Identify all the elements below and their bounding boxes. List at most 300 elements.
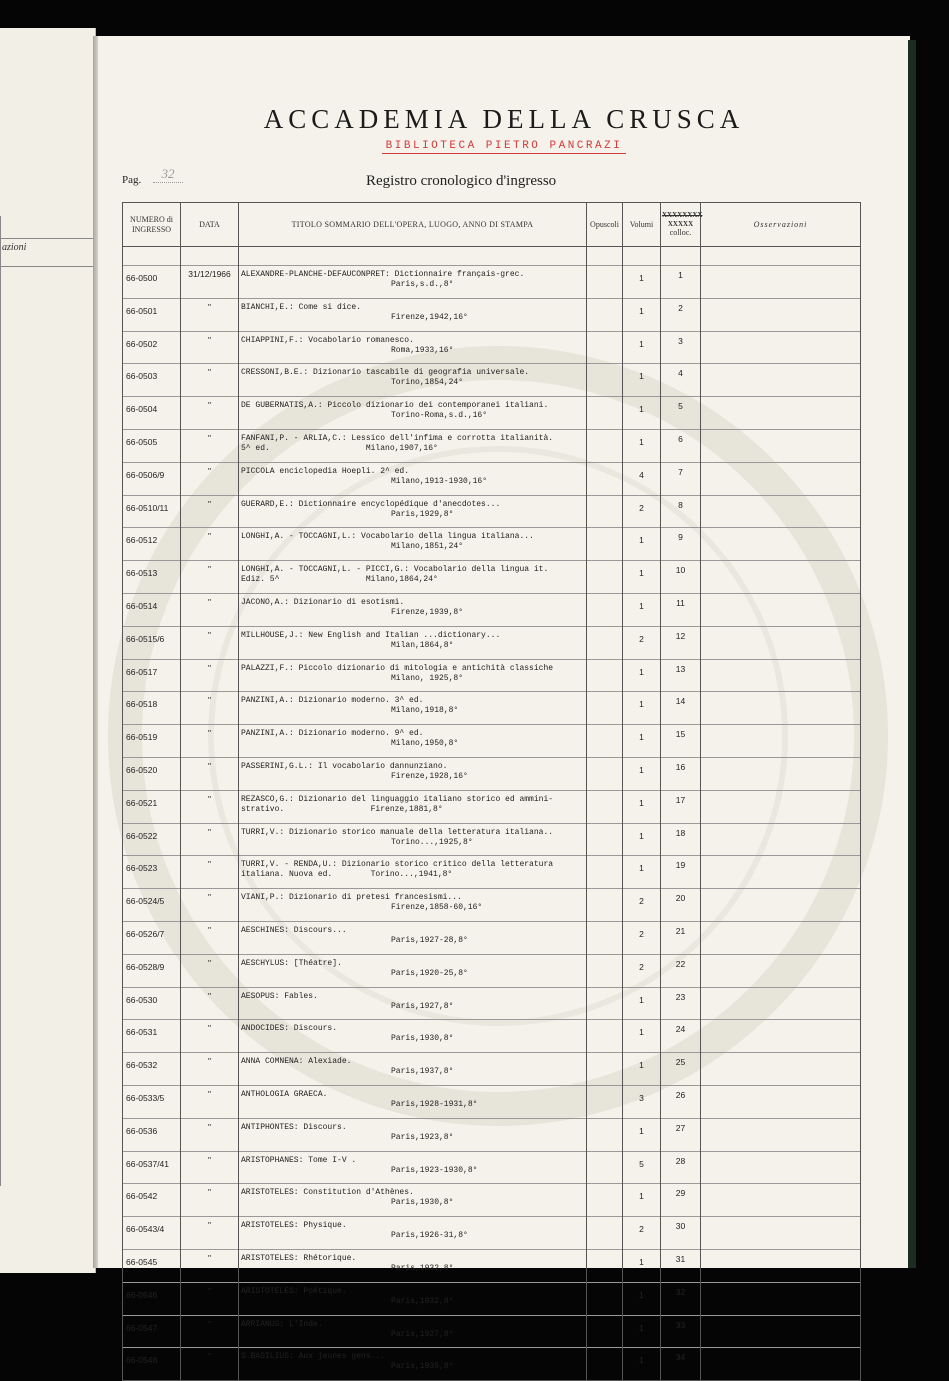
- cell-colloc: 7: [661, 462, 701, 495]
- cell-opuscoli: [587, 1151, 623, 1184]
- cell-opuscoli: [587, 1085, 623, 1118]
- cell-volumi: 1: [623, 397, 661, 430]
- page-number: 32: [153, 166, 183, 183]
- cell-number: 66-0530: [123, 987, 181, 1020]
- cell-osservazioni: [701, 1348, 861, 1381]
- title-line-1: GUERARD,E.: Dictionnaire encyclopédique d'anecdotes...: [241, 499, 501, 509]
- cell-volumi: 1: [623, 692, 661, 725]
- cell-number: 66-0532: [123, 1053, 181, 1086]
- cell-date: ": [181, 1151, 239, 1184]
- table-row: [123, 1053, 861, 1086]
- header-colloc: [661, 203, 701, 247]
- cell-opuscoli: [587, 1184, 623, 1217]
- header-volumi: Volumi: [623, 203, 661, 247]
- title-line-2: 5^ ed. Milano,1907,16°: [241, 443, 438, 453]
- table-row: [123, 954, 861, 987]
- cell-opuscoli: [587, 528, 623, 561]
- cell-colloc: 15: [661, 725, 701, 758]
- cell-title: [239, 462, 587, 495]
- cell-osservazioni: [701, 1315, 861, 1348]
- cell-opuscoli: [587, 364, 623, 397]
- cell-date: ": [181, 1184, 239, 1217]
- title-line-2: Milano,1918,8°: [391, 706, 459, 716]
- cell-colloc: 28: [661, 1151, 701, 1184]
- cell-date: ": [181, 889, 239, 922]
- title-line-1: VIANI,P.: Dizionario di pretesi francesismi...: [241, 893, 462, 903]
- title-line-2: Milano,1950,8°: [391, 739, 459, 749]
- cell-volumi: 1: [623, 266, 661, 299]
- title-line-1: CRESSONI,B.E.: Dizionario tascabile di geografia universale.: [241, 368, 530, 378]
- cell-colloc: 26: [661, 1085, 701, 1118]
- table-row: [123, 889, 861, 922]
- cell-osservazioni: [701, 528, 861, 561]
- title-line-1: TURRI,V. - RENDA,U.: Dizionario storico critico della letteratura: [241, 860, 554, 870]
- table-row: [123, 397, 861, 430]
- title-line-1: ANTHOLOGIA GRAECA.: [241, 1089, 328, 1099]
- cell-date: ": [181, 1053, 239, 1086]
- title-line-1: ALEXANDRE-PLANCHE-DEFAUCONPRET: Dictionnaire français-grec.: [241, 270, 525, 279]
- table-row: [123, 987, 861, 1020]
- title-line-2: Torino,1854,24°: [391, 378, 464, 388]
- title-line-2: Firenze,1939,8°: [391, 607, 464, 617]
- title-line-2: Roma,1933,16°: [391, 345, 454, 355]
- title-line-2: Milano,1851,24°: [391, 542, 464, 552]
- cell-date: ": [181, 364, 239, 397]
- title-line-1: PICCOLA enciclopedia Hoepli. 2^ ed.: [241, 466, 410, 476]
- cell-number: 66-0531: [123, 1020, 181, 1053]
- cell-osservazioni: [701, 1118, 861, 1151]
- cell-opuscoli: [587, 987, 623, 1020]
- title-line-2: Paris,1926-31,8°: [391, 1231, 468, 1241]
- cell-date: ": [181, 725, 239, 758]
- cell-title: [239, 364, 587, 397]
- cell-colloc: 18: [661, 823, 701, 856]
- cell-date: ": [181, 331, 239, 364]
- cell-colloc: 17: [661, 790, 701, 823]
- table-row: [123, 298, 861, 331]
- cell-volumi: 1: [623, 1053, 661, 1086]
- library-subtitle-text: BIBLIOTECA PIETRO PANCRAZI: [382, 140, 627, 154]
- title-line-1: ARISTOTELES: Rhétorique.: [241, 1253, 357, 1263]
- cell-title: [239, 921, 587, 954]
- title-line-1: AESCHINES: Discours...: [241, 925, 347, 935]
- cell-number: 66-0545: [123, 1249, 181, 1282]
- cell-colloc: 19: [661, 856, 701, 889]
- cell-date: ": [181, 462, 239, 495]
- cell-date: ": [181, 790, 239, 823]
- title-line-1: PANZINI,A.: Dizionario moderno. 9^ ed.: [241, 729, 424, 739]
- table-row: [123, 921, 861, 954]
- cell-date: ": [181, 1020, 239, 1053]
- cell-colloc: 12: [661, 626, 701, 659]
- title-line-2: italiana. Nuova ed. Torino...,1941,8°: [241, 870, 453, 880]
- cell-volumi: 2: [623, 889, 661, 922]
- cell-osservazioni: [701, 462, 861, 495]
- cell-osservazioni: [701, 987, 861, 1020]
- cell-number: 66-0502: [123, 331, 181, 364]
- cell-volumi: 1: [623, 987, 661, 1020]
- title-line-1: LONGHI,A. - TOCCAGNI,L. - PICCI,G.: Vocabolario della lingua it.: [241, 565, 549, 575]
- cell-colloc: 2: [661, 298, 701, 331]
- cell-colloc: 25: [661, 1053, 701, 1086]
- cell-opuscoli: [587, 561, 623, 594]
- cell-opuscoli: [587, 921, 623, 954]
- left-page-rule: [0, 266, 95, 267]
- cell-volumi: 1: [623, 1184, 661, 1217]
- table-row: [123, 823, 861, 856]
- cell-title: [239, 1282, 587, 1315]
- cell-opuscoli: [587, 725, 623, 758]
- cell-date: ": [181, 1085, 239, 1118]
- register-table: [122, 202, 861, 1381]
- cell-colloc: 14: [661, 692, 701, 725]
- cell-title: [239, 1315, 587, 1348]
- cell-number: 66-0506/9: [123, 462, 181, 495]
- cell-title: [239, 856, 587, 889]
- cell-date: 31/12/1966: [181, 266, 239, 299]
- cell-osservazioni: [701, 593, 861, 626]
- cell-osservazioni: [701, 1151, 861, 1184]
- title-line-1: PANZINI,A.: Dizionario moderno. 3^ ed.: [241, 696, 424, 706]
- table-row: [123, 495, 861, 528]
- table-row: [123, 1118, 861, 1151]
- cell-colloc: 21: [661, 921, 701, 954]
- cell-title: [239, 298, 587, 331]
- title-line-2: Paris,1930,8°: [391, 1034, 454, 1044]
- cell-osservazioni: [701, 1053, 861, 1086]
- cell-number: 66-0546: [123, 1282, 181, 1315]
- cell-volumi: 1: [623, 790, 661, 823]
- cell-colloc: 4: [661, 364, 701, 397]
- cell-title: [239, 528, 587, 561]
- cell-title: [239, 1085, 587, 1118]
- cell-title: [239, 561, 587, 594]
- cell-volumi: 1: [623, 561, 661, 594]
- table-row: [123, 1282, 861, 1315]
- table-row: [123, 1151, 861, 1184]
- cell-volumi: 1: [623, 1249, 661, 1282]
- cell-colloc: 10: [661, 561, 701, 594]
- cell-number: 66-0526/7: [123, 921, 181, 954]
- cell-number: 66-0520: [123, 757, 181, 790]
- cell-opuscoli: [587, 266, 623, 299]
- header-osservazioni: Osservazioni: [701, 203, 861, 247]
- title-line-1: TURRI,V.: Dizionario storico manuale della letteratura italiana..: [241, 827, 554, 837]
- left-page-rule: [0, 238, 95, 239]
- cell-title: [239, 495, 587, 528]
- cell-colloc: 1: [661, 266, 701, 299]
- cell-number: 66-0500: [123, 266, 181, 299]
- book-edge: [908, 40, 916, 1268]
- spacer-cell: [123, 247, 181, 266]
- cell-title: [239, 692, 587, 725]
- cell-opuscoli: [587, 1217, 623, 1250]
- cell-colloc: 6: [661, 429, 701, 462]
- cell-title: [239, 266, 587, 299]
- title-line-1: AESOPUS: Fables.: [241, 991, 318, 1001]
- cell-osservazioni: [701, 331, 861, 364]
- cell-colloc: 33: [661, 1315, 701, 1348]
- cell-title: [239, 1348, 587, 1381]
- title-line-2: Paris,1927,8°: [391, 1329, 454, 1339]
- title-line-1: ARISTOPHANES: Tome I-V .: [241, 1155, 357, 1165]
- cell-number: 66-0521: [123, 790, 181, 823]
- cell-colloc: 20: [661, 889, 701, 922]
- cell-date: ": [181, 495, 239, 528]
- header-colloc-struck2: XXXXX: [667, 219, 694, 228]
- cell-osservazioni: [701, 364, 861, 397]
- cell-opuscoli: [587, 757, 623, 790]
- cell-opuscoli: [587, 1249, 623, 1282]
- title-line-1: BIANCHI,E.: Come si dice.: [241, 302, 362, 312]
- cell-number: 66-0510/11: [123, 495, 181, 528]
- cell-osservazioni: [701, 298, 861, 331]
- table-row: [123, 331, 861, 364]
- cell-number: 66-0504: [123, 397, 181, 430]
- cell-colloc: 13: [661, 659, 701, 692]
- cell-opuscoli: [587, 1053, 623, 1086]
- cell-title: [239, 725, 587, 758]
- table-spacer-row: [123, 247, 861, 266]
- cell-osservazioni: [701, 1184, 861, 1217]
- table-row: [123, 561, 861, 594]
- cell-opuscoli: [587, 593, 623, 626]
- left-page-column-label: azioni: [2, 242, 27, 253]
- title-line-2: Paris,1920-25,8°: [391, 968, 468, 978]
- cell-osservazioni: [701, 1085, 861, 1118]
- table-row: [123, 429, 861, 462]
- title-line-1: FANFANI,P. - ARLIA,C.: Lessico dell'infima e corrotta italianità.: [241, 433, 554, 443]
- cell-osservazioni: [701, 561, 861, 594]
- cell-date: ": [181, 1282, 239, 1315]
- header-colloc-label: colloc.: [669, 228, 692, 238]
- cell-date: ": [181, 1315, 239, 1348]
- title-line-2: Paris,1927,8°: [391, 1001, 454, 1011]
- title-line-2: Milano,1913-1930,16°: [391, 476, 488, 486]
- cell-volumi: 3: [623, 1085, 661, 1118]
- cell-number: 66-0514: [123, 593, 181, 626]
- title-line-1: JACONO,A.: Dizionario di esotismi.: [241, 597, 405, 607]
- title-line-1: PALAZZI,F.: Piccolo dizionario di mitologia e antichità classiche: [241, 663, 554, 673]
- cell-osservazioni: [701, 921, 861, 954]
- cell-volumi: 1: [623, 659, 661, 692]
- cell-date: ": [181, 429, 239, 462]
- title-line-2: strativo. Firenze,1881,8°: [241, 804, 443, 814]
- cell-date: ": [181, 528, 239, 561]
- cell-title: [239, 1249, 587, 1282]
- register-page: [98, 36, 910, 1372]
- cell-title: [239, 659, 587, 692]
- header-opuscoli: Opuscoli: [587, 203, 623, 247]
- cell-date: ": [181, 823, 239, 856]
- cell-number: 66-0547: [123, 1315, 181, 1348]
- title-line-1: ARISTOTELES: Constitution d'Athènes.: [241, 1188, 414, 1198]
- cell-title: [239, 954, 587, 987]
- cell-colloc: 5: [661, 397, 701, 430]
- table-row: [123, 1249, 861, 1282]
- cell-colloc: 24: [661, 1020, 701, 1053]
- table-row: [123, 725, 861, 758]
- cell-volumi: 1: [623, 1315, 661, 1348]
- table-row: [123, 1184, 861, 1217]
- cell-opuscoli: [587, 790, 623, 823]
- cell-osservazioni: [701, 1249, 861, 1282]
- cell-opuscoli: [587, 298, 623, 331]
- title-line-2: Torino-Roma,s.d.,16°: [391, 411, 488, 421]
- cell-opuscoli: [587, 1315, 623, 1348]
- cell-osservazioni: [701, 397, 861, 430]
- title-line-2: Paris,1930,8°: [391, 1198, 454, 1208]
- cell-date: ": [181, 921, 239, 954]
- cell-osservazioni: [701, 725, 861, 758]
- title-line-1: ANNA COMNENA: Alexiade.: [241, 1057, 352, 1067]
- cell-volumi: 2: [623, 1217, 661, 1250]
- cell-colloc: 16: [661, 757, 701, 790]
- page-title: ACCADEMIA DELLA CRUSCA: [263, 104, 745, 134]
- cell-date: ": [181, 298, 239, 331]
- cell-title: [239, 823, 587, 856]
- cell-osservazioni: [701, 1282, 861, 1315]
- table-row: [123, 790, 861, 823]
- spacer-cell: [623, 247, 661, 266]
- title-line-2: Paris,1923,8°: [391, 1132, 454, 1142]
- cell-number: 66-0537/41: [123, 1151, 181, 1184]
- title-line-1: S.BASILIUS: Aux jeunes gens...: [241, 1352, 386, 1362]
- cell-volumi: 1: [623, 856, 661, 889]
- cell-volumi: 1: [623, 757, 661, 790]
- title-line-2: Paris,1937,8°: [391, 1067, 454, 1077]
- cell-date: ": [181, 757, 239, 790]
- title-line-2: Paris,1929,8°: [391, 509, 454, 519]
- title-line-2: Paris,1935,8°: [391, 1362, 454, 1372]
- title-line-1: LONGHI,A. - TOCCAGNI,L.: Vocabolario della lingua italiana...: [241, 532, 534, 542]
- title-line-1: REZASCO,G.: Dizionario del linguaggio italiano storico ed ammini-: [241, 794, 554, 804]
- cell-date: ": [181, 561, 239, 594]
- header-title: TITOLO SOMMARIO DELL'OPERA, LUOGO, ANNO DI STAMPA: [239, 203, 587, 247]
- cell-osservazioni: [701, 856, 861, 889]
- cell-osservazioni: [701, 1217, 861, 1250]
- cell-osservazioni: [701, 266, 861, 299]
- cell-number: 66-0518: [123, 692, 181, 725]
- cell-title: [239, 1184, 587, 1217]
- table-row: [123, 659, 861, 692]
- cell-colloc: 22: [661, 954, 701, 987]
- cell-volumi: 1: [623, 1020, 661, 1053]
- cell-opuscoli: [587, 856, 623, 889]
- register-title: Registro cronologico d'ingresso: [366, 173, 557, 189]
- title-line-2: Milano, 1925,8°: [391, 673, 464, 683]
- spacer-cell: [181, 247, 239, 266]
- table-row: [123, 364, 861, 397]
- cell-title: [239, 397, 587, 430]
- header-number: NUMERO di INGRESSO: [123, 203, 181, 247]
- cell-osservazioni: [701, 1020, 861, 1053]
- title-line-1: AESCHYLUS: [Théatre].: [241, 958, 342, 968]
- cell-volumi: 1: [623, 298, 661, 331]
- cell-opuscoli: [587, 1282, 623, 1315]
- title-line-2: Paris,s.d.,8°: [391, 280, 454, 289]
- cell-osservazioni: [701, 692, 861, 725]
- title-line-1: ANTIPHONTES: Discours.: [241, 1122, 347, 1132]
- cell-title: [239, 987, 587, 1020]
- cell-opuscoli: [587, 659, 623, 692]
- cell-title: [239, 1118, 587, 1151]
- cell-volumi: 1: [623, 1348, 661, 1381]
- title-line-2: Firenze,1858-60,16°: [391, 903, 483, 913]
- title-line-1: ARISTOTELES: Physique.: [241, 1221, 347, 1231]
- cell-colloc: 3: [661, 331, 701, 364]
- title-line-1: MILLHOUSE,J.: New English and Italian ...dictionary...: [241, 630, 501, 640]
- cell-opuscoli: [587, 1118, 623, 1151]
- cell-number: 66-0522: [123, 823, 181, 856]
- cell-colloc: 31: [661, 1249, 701, 1282]
- cell-osservazioni: [701, 495, 861, 528]
- cell-volumi: 2: [623, 954, 661, 987]
- cell-number: 66-0528/9: [123, 954, 181, 987]
- cell-volumi: 1: [623, 528, 661, 561]
- cell-date: ": [181, 593, 239, 626]
- title-line-1: ARISTOTELES: Poétique.: [241, 1286, 347, 1296]
- cell-number: 66-0515/6: [123, 626, 181, 659]
- cell-opuscoli: [587, 495, 623, 528]
- cell-number: 66-0505: [123, 429, 181, 462]
- table-row: [123, 528, 861, 561]
- cell-title: [239, 626, 587, 659]
- cell-volumi: 4: [623, 462, 661, 495]
- cell-volumi: 2: [623, 921, 661, 954]
- cell-title: [239, 1053, 587, 1086]
- cell-number: 66-0543/4: [123, 1217, 181, 1250]
- cell-title: [239, 429, 587, 462]
- title-line-1: PASSERINI,G.L.: Il vocabolario dannunziano.: [241, 761, 448, 771]
- cell-number: 66-0503: [123, 364, 181, 397]
- cell-date: ": [181, 692, 239, 725]
- cell-osservazioni: [701, 823, 861, 856]
- cell-colloc: 32: [661, 1282, 701, 1315]
- cell-colloc: 23: [661, 987, 701, 1020]
- table-header-row: [123, 203, 861, 247]
- cell-number: 66-0519: [123, 725, 181, 758]
- cell-osservazioni: [701, 954, 861, 987]
- cell-opuscoli: [587, 462, 623, 495]
- cell-osservazioni: [701, 659, 861, 692]
- cell-title: [239, 1020, 587, 1053]
- cell-volumi: 1: [623, 823, 661, 856]
- cell-opuscoli: [587, 1020, 623, 1053]
- cell-title: [239, 790, 587, 823]
- cell-colloc: 27: [661, 1118, 701, 1151]
- cell-number: 66-0517: [123, 659, 181, 692]
- cell-volumi: 5: [623, 1151, 661, 1184]
- cell-date: ": [181, 626, 239, 659]
- cell-number: 66-0501: [123, 298, 181, 331]
- cell-opuscoli: [587, 823, 623, 856]
- cell-osservazioni: [701, 757, 861, 790]
- table-row: [123, 757, 861, 790]
- cell-number: 66-0513: [123, 561, 181, 594]
- title-line-2: Torino...,1925,8°: [391, 837, 473, 847]
- cell-date: ": [181, 659, 239, 692]
- left-page: [0, 28, 96, 1273]
- cell-opuscoli: [587, 1348, 623, 1381]
- cell-title: [239, 331, 587, 364]
- cell-volumi: 1: [623, 331, 661, 364]
- cell-colloc: 11: [661, 593, 701, 626]
- cell-date: ": [181, 397, 239, 430]
- cell-number: 66-0542: [123, 1184, 181, 1217]
- cell-colloc: 9: [661, 528, 701, 561]
- cell-osservazioni: [701, 790, 861, 823]
